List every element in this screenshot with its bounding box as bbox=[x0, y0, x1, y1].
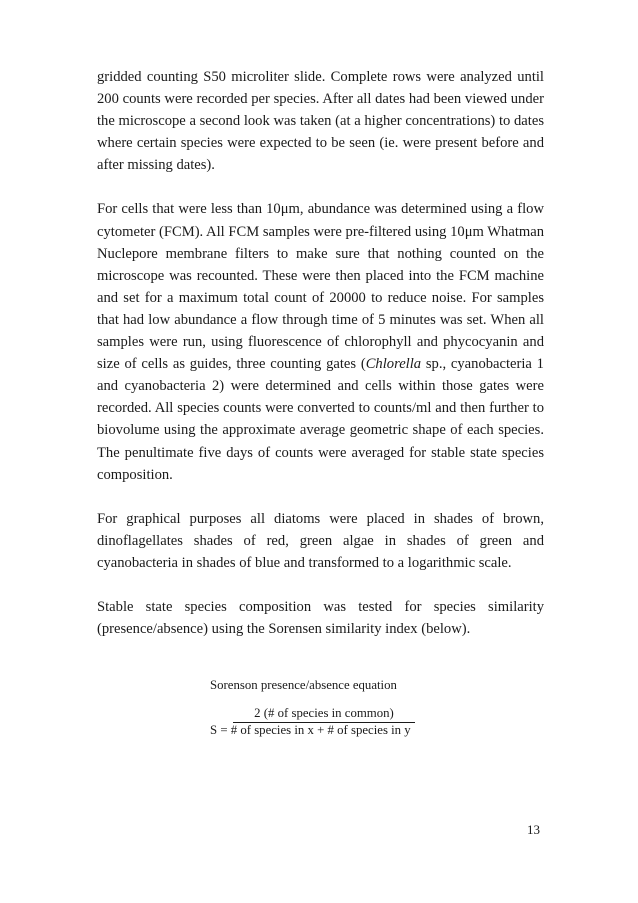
equation-denominator: S = # of species in x + # of species in y bbox=[210, 723, 411, 737]
paragraph-counting-method: gridded counting S50 microliter slide. Complete rows were analyzed until 200 counts were recorded per species. After all dates had been viewed under the microscope a second look was taken (at a higher concentrations) to dates where certain species were expected to be seen (ie. were present before and after missing dates). bbox=[97, 69, 544, 174]
page-number: 13 bbox=[527, 822, 540, 837]
document-page bbox=[97, 66, 544, 737]
paragraph-flow-cytometry bbox=[97, 198, 544, 485]
paragraph-flow-cytometry-part2: sp., cyanobacteria 1 and cyanobacteria 2) were determined and cells within those gates were recorded. All species counts were converted to counts/ml and then further to biovolume using the approximate average geometric shape of each species. The penultimate five days of counts were averaged for stable state species composition. bbox=[97, 356, 544, 483]
paragraph-sorensen-index: Stable state species composition was tested for species similarity (presence/absence) using the Sorensen similarity index (below). bbox=[97, 598, 544, 638]
equation-numerator: 2 (# of species in common) bbox=[233, 706, 415, 723]
paragraph-graphical-purposes: For graphical purposes all diatoms were placed in shades of brown, dinoflagellates shades of red, green algae in shades of green and cyanobacteria in shades of blue and transformed to a logarithmic scale. bbox=[97, 510, 544, 571]
equation-title: Sorenson presence/absence equation bbox=[210, 678, 397, 692]
species-name-italic: Chlorella bbox=[365, 356, 422, 373]
paragraph-flow-cytometry-part1: For cells that were less than 10μm, abundance was determined using a flow cytometer (FCM). All FCM samples were pre-filtered using 10μm Whatman Nuclepore membrane filters to make sure that nothing counted on the microscope was recounted. These were then placed into the FCM machine and set for a maximum total count of 20000 to reduce noise. For samples that had low abundance a flow through time of 5 minutes was set. When all samples were run, using fluorescence of chlorophyll and phycocyanin and size of cells as guides, three counting gates ( bbox=[97, 201, 544, 373]
